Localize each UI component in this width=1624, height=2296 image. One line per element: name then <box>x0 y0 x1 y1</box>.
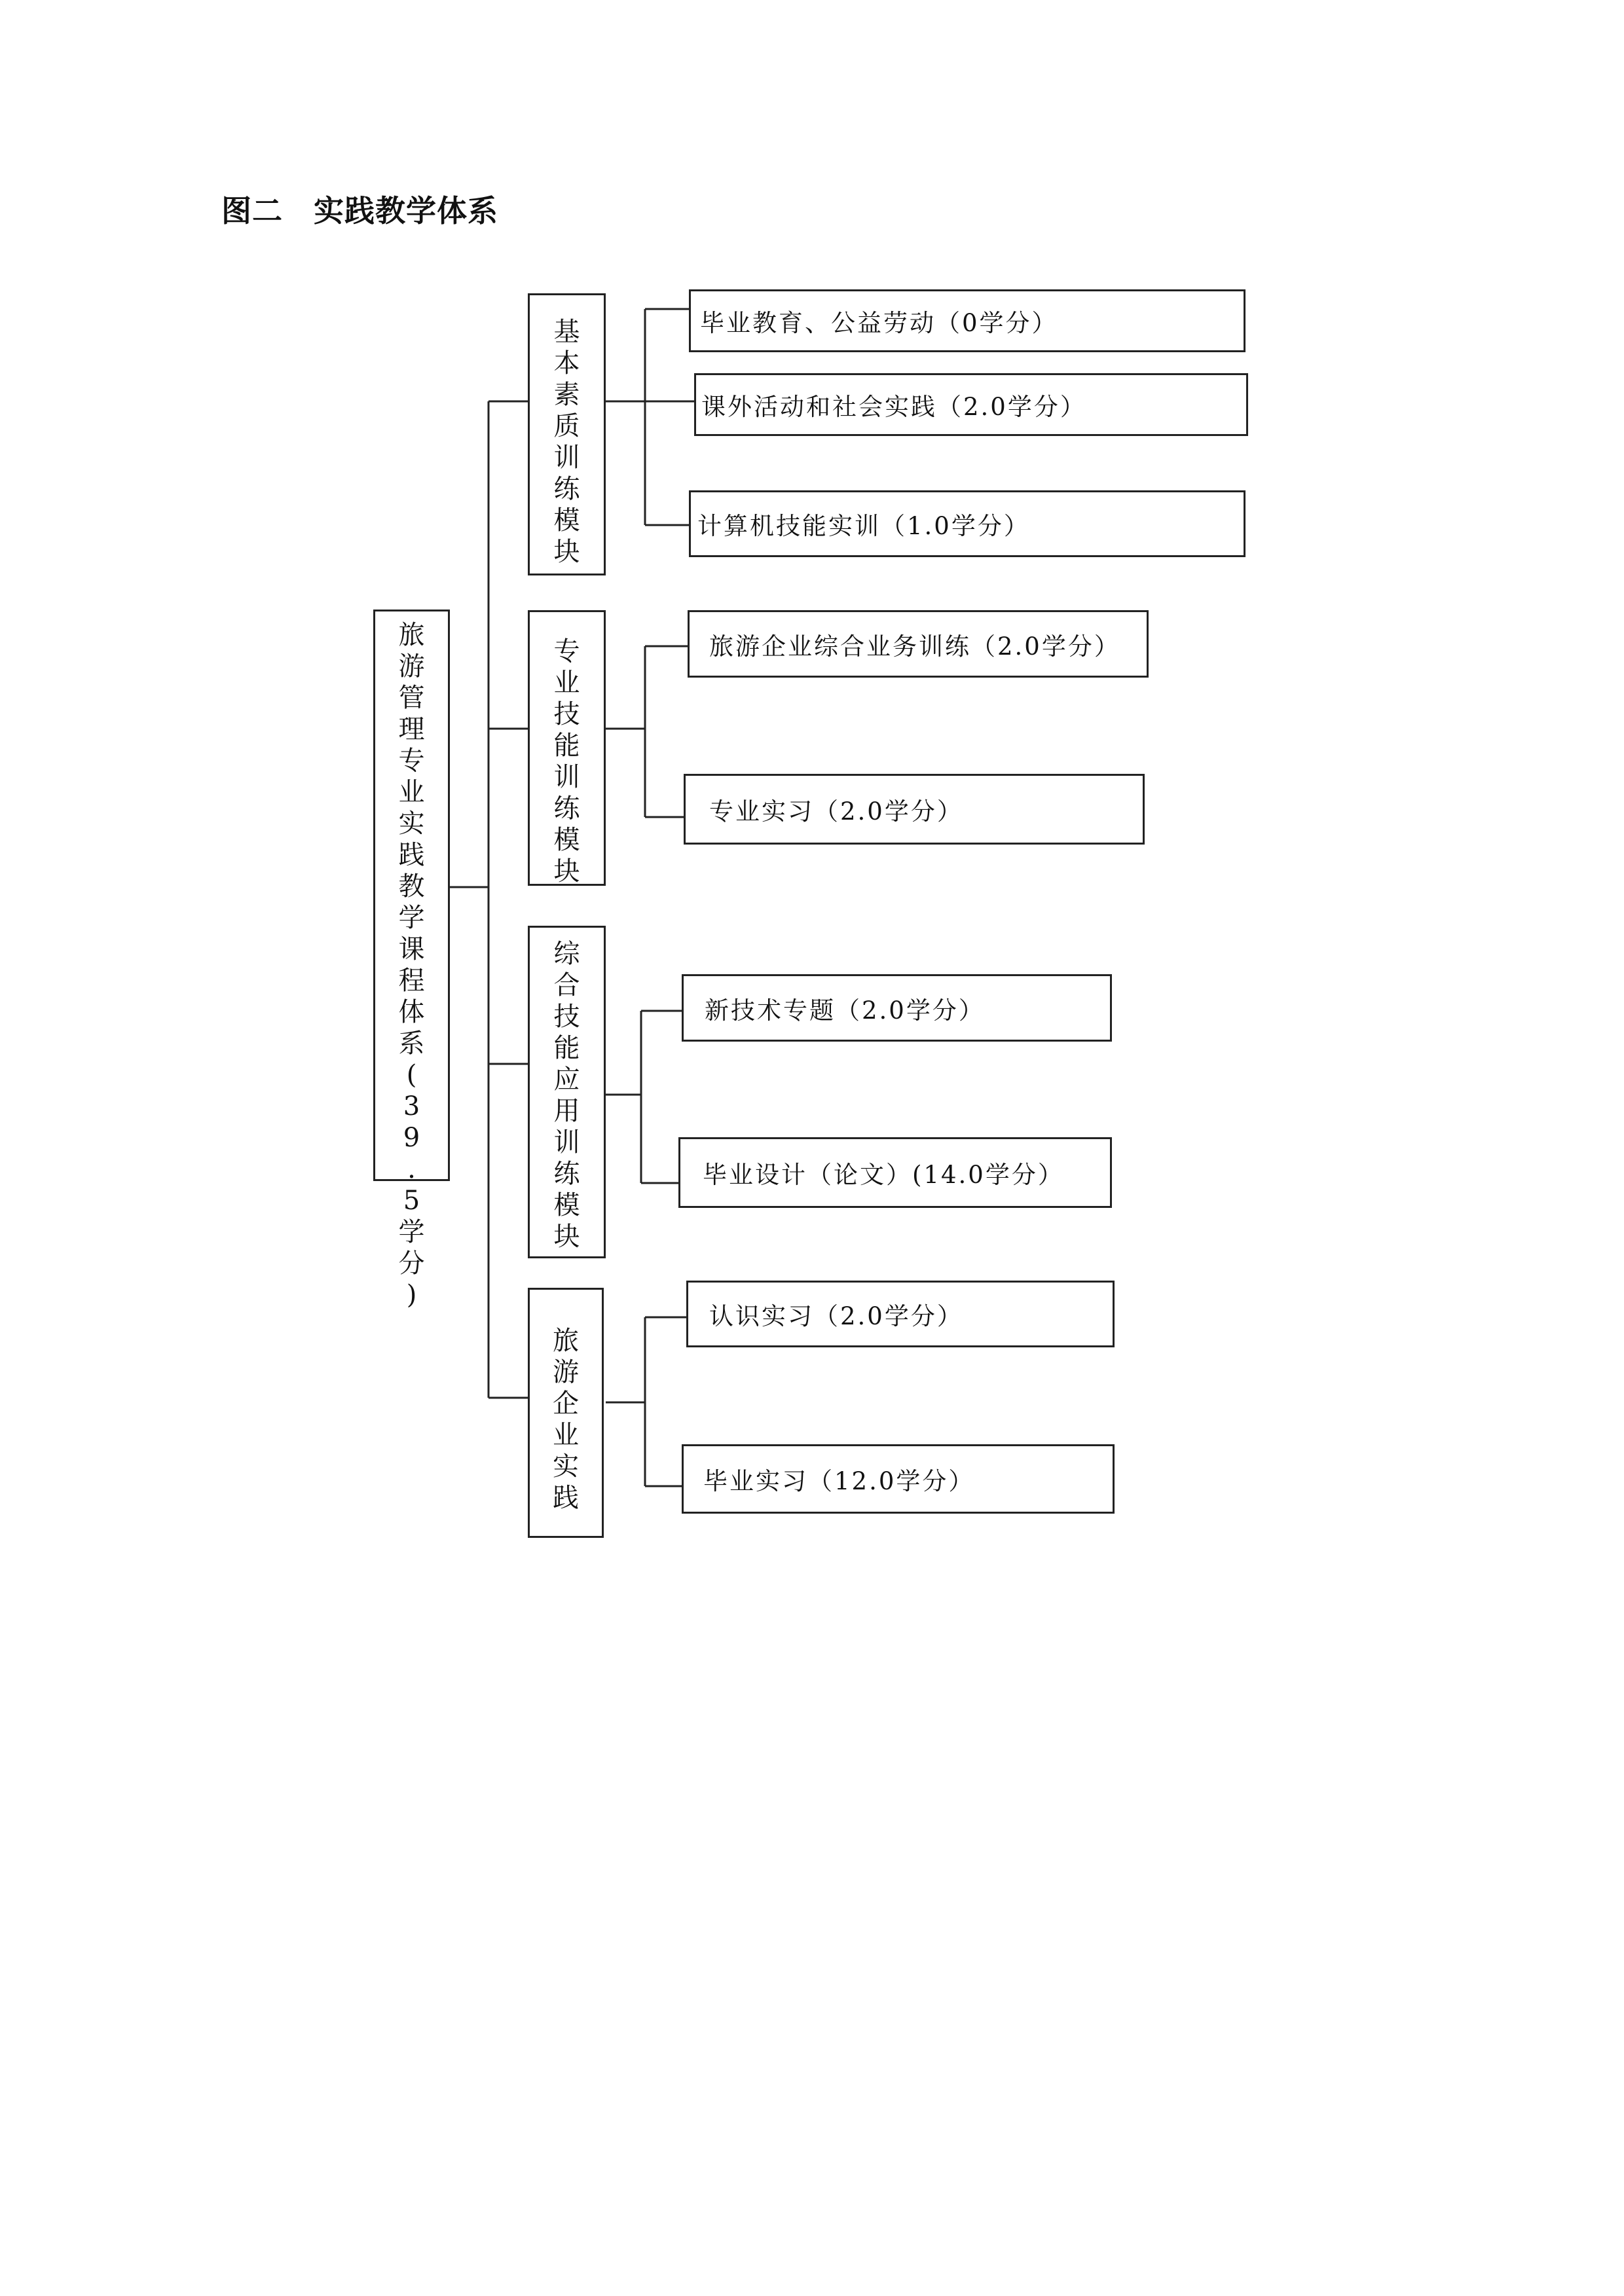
course-box <box>684 774 1145 845</box>
module-label: 综 合 技 能 应 用 训 练 模 块 <box>553 939 580 1252</box>
course-box <box>694 373 1248 436</box>
course-box <box>689 289 1246 352</box>
module-box-professional-skill <box>528 610 606 886</box>
module-box-basic-quality <box>528 293 606 575</box>
course-label: 毕业实习（12.0学分） <box>703 1467 975 1495</box>
course-box <box>688 610 1149 678</box>
root-label: 旅 游 管 理 专 业 实 践 教 学 课 程 体 系 ( 3 9 . 5 学 分 ) <box>398 620 425 1310</box>
course-box <box>678 1137 1112 1208</box>
module-box-enterprise-practice <box>528 1288 604 1538</box>
course-label: 认识实习（2.0学分） <box>709 1302 963 1330</box>
module-label: 基 本 素 质 训 练 模 块 <box>553 317 580 567</box>
course-box <box>689 490 1246 557</box>
course-label: 毕业设计（论文）(14.0学分） <box>703 1161 1064 1189</box>
course-box <box>682 1444 1115 1514</box>
course-box <box>686 1281 1115 1347</box>
course-label: 新技术专题（2.0学分） <box>705 996 985 1025</box>
course-label: 课外活动和社会实践（2.0学分） <box>701 393 1086 421</box>
module-box-comprehensive-skill <box>528 926 606 1258</box>
root-box <box>373 610 450 1310</box>
course-box <box>682 974 1112 1042</box>
course-label: 计算机技能实训（1.0学分） <box>697 512 1030 540</box>
module-label: 专 业 技 能 训 练 模 块 <box>553 636 580 886</box>
module-label: 旅 游 企 业 实 践 <box>553 1326 579 1513</box>
figure-caption: 图二 实践教学体系 <box>221 193 498 228</box>
course-label: 专业实习（2.0学分） <box>709 797 963 826</box>
course-label: 旅游企业综合业务训练（2.0学分） <box>709 632 1120 661</box>
course-label: 毕业教育、公益劳动（0学分） <box>700 309 1058 337</box>
